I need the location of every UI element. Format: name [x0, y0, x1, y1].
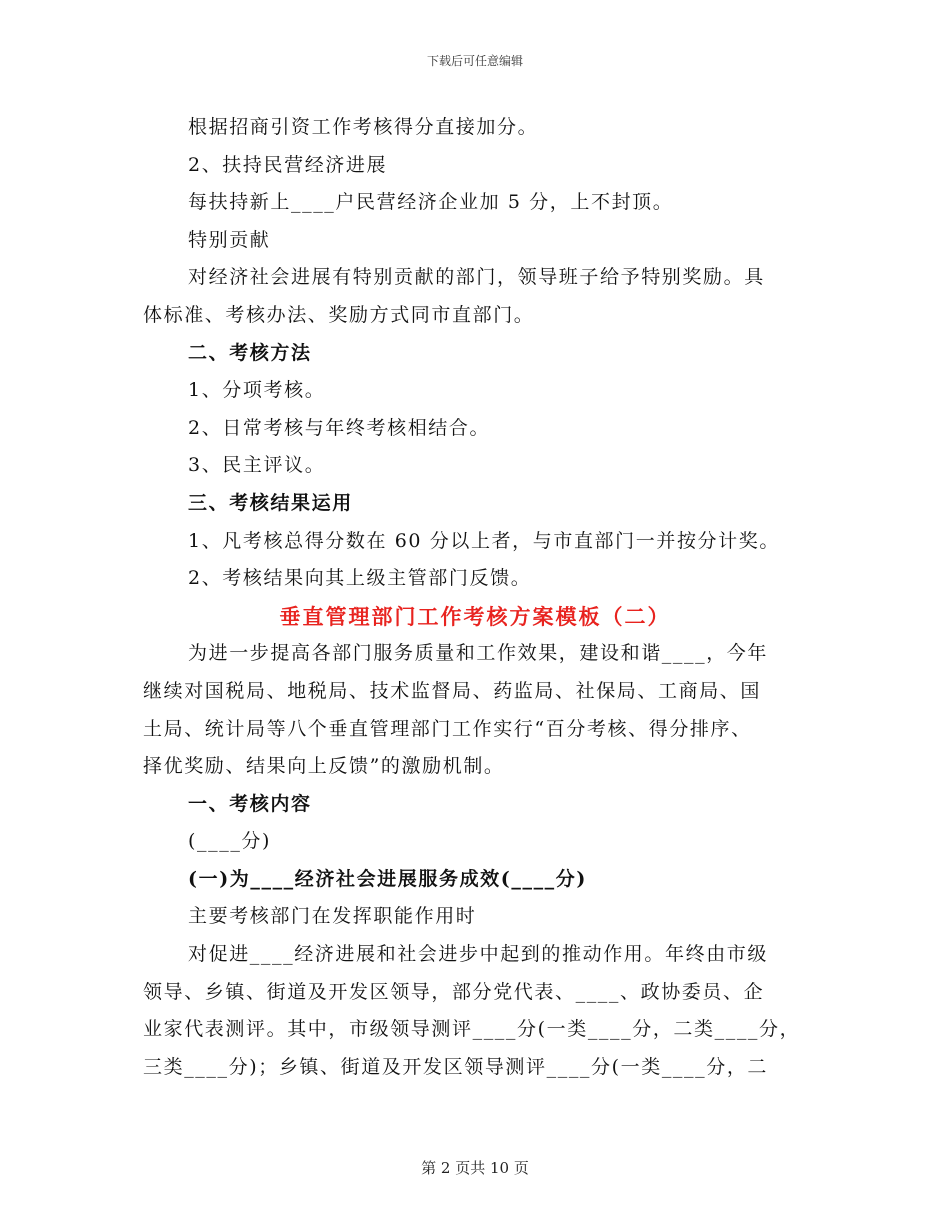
document-title: 垂直管理部门工作考核方案模板（二） [279, 603, 671, 629]
paragraph-line: 特别贡献 [188, 228, 271, 251]
paragraph-line: 为进一步提高各部门服务质量和工作效果，建设和谐____，今年 [188, 642, 769, 665]
paragraph-line: 1、凡考核总得分数在 60 分以上者，与市直部门一并按分计奖。 [188, 529, 780, 552]
page-header: 下载后可任意编辑 [426, 54, 523, 68]
paragraph-line: 主要考核部门在发挥职能作用时 [188, 905, 477, 928]
paragraph-line: 根据招商引资工作考核得分直接加分。 [188, 116, 539, 138]
paragraph-line: 继续对国税局、地税局、技术监督局、药监局、社保局、工商局、国 [143, 679, 762, 702]
paragraph-line: 对经济社会进展有特别贡献的部门，领导班子给予特别奖励。具 [188, 266, 765, 289]
section-heading: 一、考核内容 [188, 792, 312, 815]
paragraph-line: 三类____分)；乡镇、街道及开发区领导测评____分(一类____分，二 [143, 1055, 769, 1078]
paragraph-line: 3、民主评议。 [188, 454, 326, 477]
paragraph-line: 体标准、考核办法、奖励方式同市直部门。 [143, 303, 535, 326]
paragraph-line: 对促进____经济进展和社会进步中起到的推动作用。年终由市级 [188, 943, 769, 966]
paragraph-line: (____分) [188, 830, 272, 853]
paragraph-line: 2、扶持民营经济进展 [188, 153, 388, 176]
paragraph-line: 业家代表测评。其中，市级领导测评____分(一类____分，二类____分， [143, 1018, 801, 1041]
document-body [143, 109, 807, 1086]
paragraph-line: 2、日常考核与年终考核相结合。 [188, 416, 491, 439]
page-footer: 第 2 页共 10 页 [421, 1159, 529, 1177]
paragraph-line: 2、考核结果向其上级主管部门反馈。 [188, 567, 532, 590]
section-heading: 三、考核结果运用 [188, 491, 353, 514]
paragraph-line: 每扶持新上____户民营经济企业加 5 分，上不封顶。 [188, 191, 674, 214]
subsection-heading: (一)为____经济社会进展服务成效(____分) [188, 867, 587, 890]
paragraph-line: 土局、统计局等八个垂直管理部门工作实行“百分考核、得分排序、 [143, 717, 752, 740]
section-heading: 二、考核方法 [188, 341, 312, 364]
paragraph-line: 择优奖励、结果向上反馈”的激励机制。 [143, 755, 505, 778]
paragraph-line: 1、分项考核。 [188, 379, 326, 402]
paragraph-line: 领导、乡镇、街道及开发区领导，部分党代表、____、政协委员、企 [143, 980, 765, 1003]
